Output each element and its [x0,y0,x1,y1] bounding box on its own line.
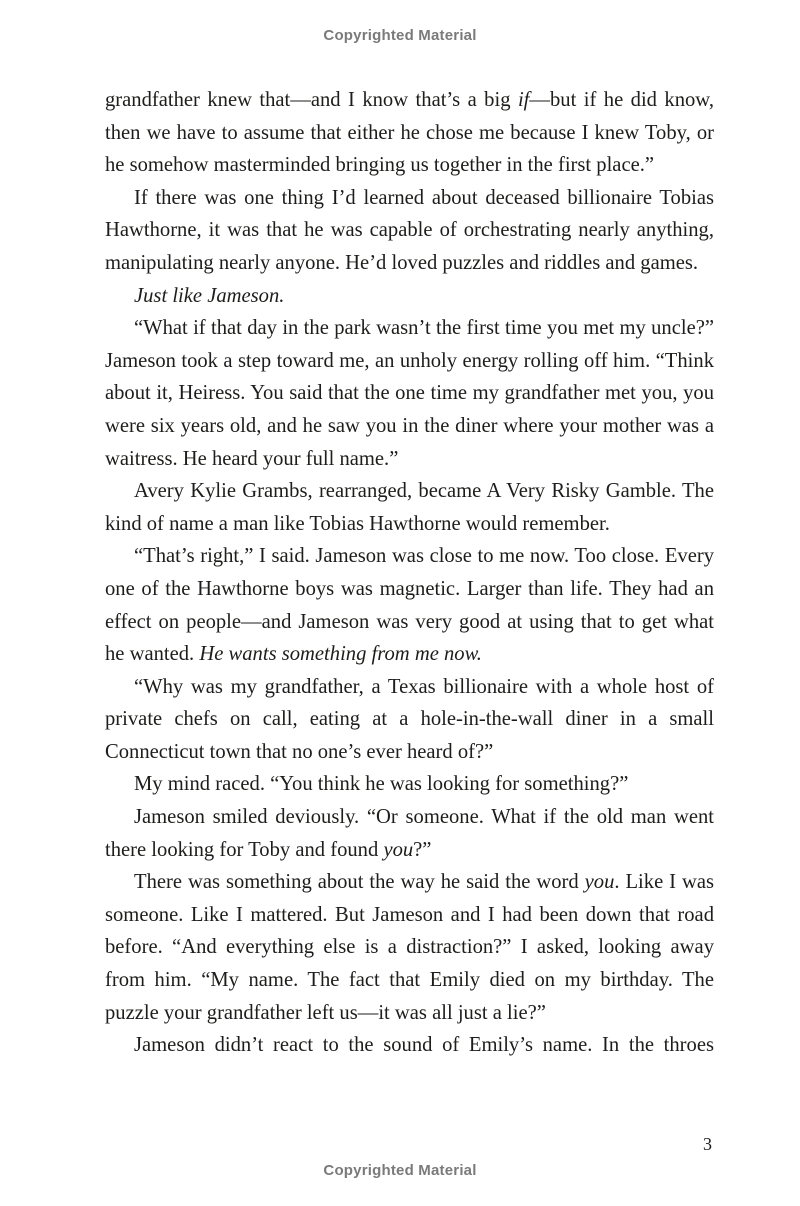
page-body-text [105,84,714,1062]
italic-text-run: you [383,838,414,861]
text-run: Jameson didn’t react to the sound of Emily’s name. In the throes [134,1034,714,1057]
paragraph [105,801,714,866]
italic-text-run: He wants something from me now. [199,643,482,666]
italic-text-run: you [584,871,615,894]
text-run: Avery Kylie Grambs, rearranged, became A Very Risky Gamble. The kind of name a man like Tobias Hawthorne would remember. [105,480,714,535]
text-run: —but if he did know, then we have to assume that either he chose me because I knew Toby, or he somehow masterminded bringing us together in the first place.” [105,89,714,177]
text-run: “What if that day in the park wasn’t the first time you met my uncle?” Jameson took a step toward me, an unholy energy rolling off him. “Think about it, Heiress. You said that the one time my grandfather met you, you were six years old, and he saw you in the diner where your mother was a waitress. He heard your full name.” [105,317,714,470]
text-run: If there was one thing I’d learned about deceased billionaire Tobias Hawthorne, it was that he was capable of orchestrating nearly anything, manipulating nearly anyone. He’d loved puzzles and riddles and games. [105,186,714,274]
text-run: . Like I was someone. Like I mattered. But Jameson and I had been down that road before. “And everything else is a distraction?” I asked, looking away from him. “My name. The fact that Emily died on my birthday. The puzzle your grandfather left us—it was all just a lie?” [105,871,714,1024]
text-run: ?” [413,838,432,861]
copyright-watermark-bottom: Copyrighted Material [323,1162,477,1179]
paragraph [105,182,714,280]
paragraph [105,671,714,769]
italic-text-run: if [517,89,530,111]
copyright-watermark-top: Copyrighted Material [323,27,477,44]
paragraph [105,475,714,540]
paragraph [105,280,714,313]
page-number: 3 [703,1134,712,1154]
paragraph [105,84,714,182]
text-run: “That’s right,” I said. Jameson was close to me now. Too close. Every one of the Hawthorne boys was magnetic. Larger than life. They had an effect on people—and Jameson was very good at using that to get what he wanted. [105,545,714,666]
italic-text-run: Just like Jameson. [134,284,285,307]
paragraph [105,540,714,670]
text-run: My mind raced. “You think he was looking for something?” [134,773,629,796]
text-run: “Why was my grandfather, a Texas billionaire with a whole host of private chefs on call, eating at a hole-in-the-wall diner in a small Connecticut town that no one’s ever heard of?” [105,675,714,763]
paragraph [105,312,714,475]
paragraph [105,768,714,801]
text-run: grandfather knew that—and I know that’s a big [105,89,518,111]
paragraph [105,1029,714,1062]
text-run: There was something about the way he said the word [134,871,585,894]
text-run: Jameson smiled deviously. “Or someone. What if the old man went there looking for Toby and found [105,806,714,861]
paragraph [105,866,714,1029]
